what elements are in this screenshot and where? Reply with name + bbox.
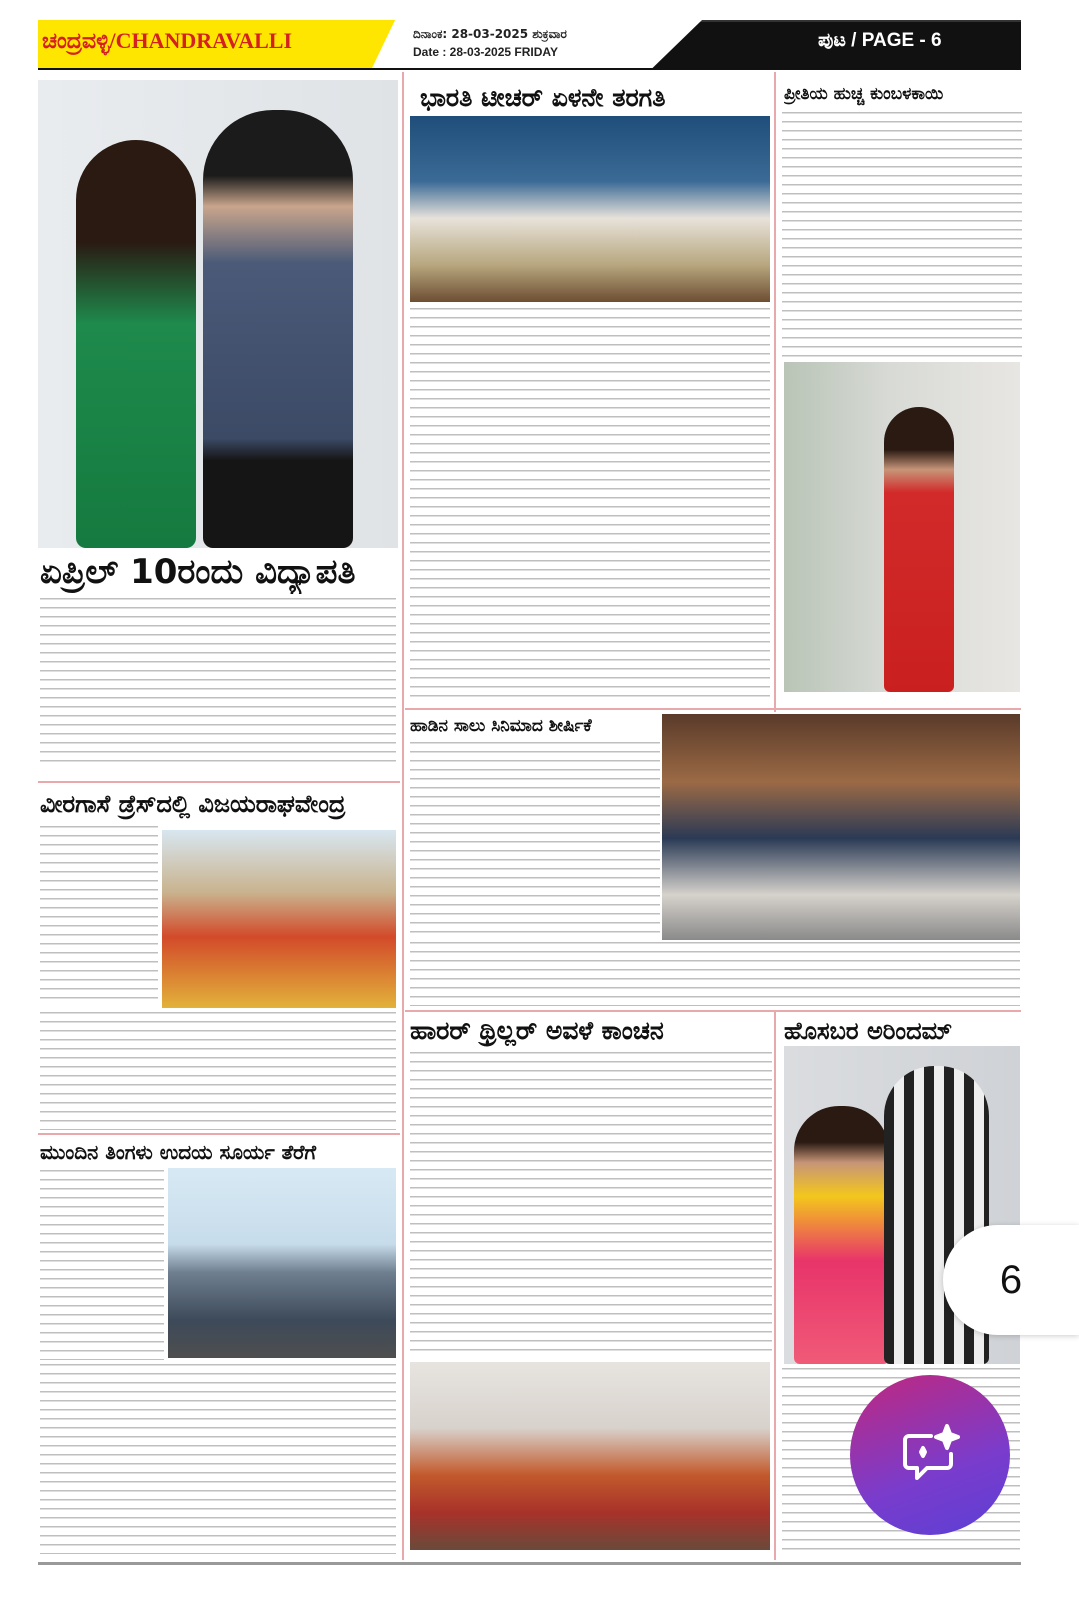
section-divider — [405, 708, 1021, 710]
date-kannada: ದಿನಾಂಕ: 28-03-2025 ಶುಕ್ರವಾರ — [413, 27, 567, 41]
article-body-vidyapati — [40, 598, 396, 768]
article-body-haadina-cont — [410, 942, 1020, 1006]
chat-sparkle-icon — [895, 1418, 965, 1492]
headline-horror: ಹಾರರ್ ಥ್ರಿಲ್ಲರ್ ಅವಳೆ ಕಾಂಚನ — [410, 1016, 664, 1045]
article-body-bharathi — [410, 308, 770, 704]
veeragase-photo — [162, 830, 396, 1008]
preethi-photo — [784, 362, 1020, 692]
mundina-photo — [168, 1168, 396, 1358]
article-body-mundina-cont — [40, 1364, 396, 1554]
ai-assistant-button[interactable] — [850, 1375, 1010, 1535]
brand-logo: ಚಂದ್ರವಳ್ಳಿ/CHANDRAVALLI — [42, 28, 293, 53]
article-body-preethi — [782, 112, 1022, 360]
article-body-veeragase-cont — [40, 1012, 396, 1130]
section-divider — [38, 781, 400, 783]
horror-photo — [410, 1362, 770, 1550]
page-bottom-rule — [38, 1562, 1021, 1565]
bharathi-photo — [410, 116, 770, 302]
headline-preethi: ಪ್ರೀತಿಯ ಹುಚ್ಚ ಕುಂಬಳಕಾಯಿ — [784, 84, 944, 104]
column-divider — [774, 1012, 776, 1560]
article-body-veeragase — [40, 826, 158, 1006]
page-indicator-badge[interactable]: 6 — [943, 1225, 1079, 1335]
article-body-mundina — [40, 1170, 164, 1360]
date-english: Date : 28-03-2025 FRIDAY — [413, 45, 558, 59]
column-divider — [774, 72, 776, 712]
page-number-label: ಪುಟ / PAGE - 6 — [818, 30, 942, 51]
article-body-horror — [410, 1052, 772, 1356]
article-body-haadina — [410, 742, 660, 938]
headline-mundina: ಮುಂದಿನ ತಿಂಗಳು ಉದಯ ಸೂರ್ಯ ತೆರೆಗೆ — [40, 1140, 317, 1164]
column-divider — [402, 72, 404, 1560]
headline-haadina: ಹಾಡಿನ ಸಾಲು ಸಿನಿಮಾದ ಶೀರ್ಷಿಕೆ — [410, 716, 592, 736]
vidyapati-photo — [38, 80, 398, 548]
headline-veeragase: ವೀರಗಾಸೆ ಡ್ರೆಸ್‌ದಲ್ಲಿ ವಿಜಯರಾಘವೇಂದ್ರ — [40, 790, 346, 818]
section-divider — [405, 1010, 1021, 1012]
haadina-photo — [662, 714, 1020, 940]
headline-bharathi: ಭಾರತಿ ಟೀಚರ್ ಏಳನೇ ತರಗತಿ — [420, 83, 666, 112]
section-divider — [38, 1133, 400, 1135]
headline-vidyapati: ಏಪ್ರಿಲ್ 10ರಂದು ವಿದ್ಯಾಪತಿ — [40, 552, 356, 592]
headline-hosabara: ಹೊಸಬರ ಅರಿಂದಮ್ — [784, 1017, 953, 1045]
